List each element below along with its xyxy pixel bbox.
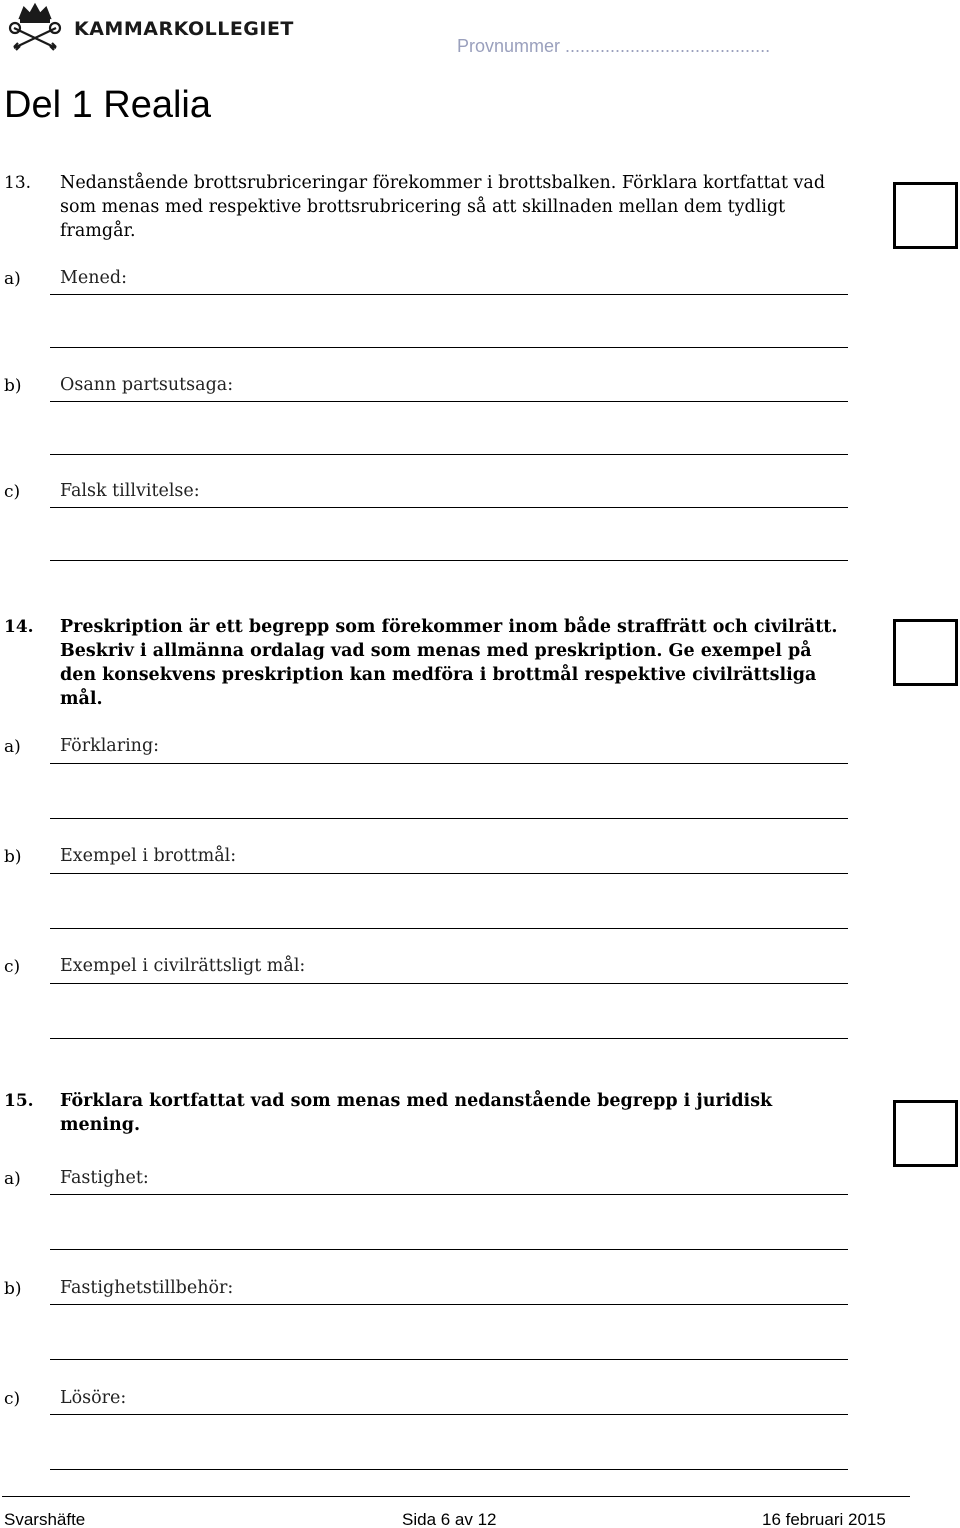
page-title: Del 1 Realia	[4, 84, 211, 126]
answer-line[interactable]	[50, 454, 848, 455]
question-13c-label: c)	[4, 482, 21, 502]
answer-line[interactable]	[50, 928, 848, 929]
footer-booklet-name: Svarshäfte	[4, 1510, 86, 1528]
question-13b-label: b)	[4, 376, 22, 396]
answer-line[interactable]	[50, 1194, 848, 1195]
question-14c-text: Exempel i civilrättsligt mål:	[60, 956, 306, 976]
question-15-number: 15.	[4, 1091, 34, 1111]
question-14a-text: Förklaring:	[60, 736, 160, 756]
question-15a-text: Fastighet:	[60, 1168, 149, 1188]
question-13a-text: Mened:	[60, 268, 128, 288]
footer-date: 16 februari 2015	[762, 1510, 886, 1528]
footer-divider	[2, 1496, 910, 1497]
brand-name: KAMMARKOLLEGIET	[74, 18, 294, 40]
question-15b-text: Fastighetstillbehör:	[60, 1278, 234, 1298]
provnummer-field[interactable]: Provnummer .........................................	[457, 36, 771, 56]
answer-line[interactable]	[50, 1038, 848, 1039]
question-13-number: 13.	[4, 173, 32, 193]
question-14c-label: c)	[4, 957, 21, 977]
score-box-15[interactable]	[893, 1100, 958, 1167]
answer-line[interactable]	[50, 347, 848, 348]
score-box-13[interactable]	[893, 182, 958, 249]
answer-line[interactable]	[50, 1414, 848, 1415]
question-14a-label: a)	[4, 737, 21, 757]
answer-line[interactable]	[50, 1359, 848, 1360]
answer-line[interactable]	[50, 983, 848, 984]
question-13-text: Nedanstående brottsrubriceringar förekommer i brottsbalken. Förklara kortfattat vad som menas med respektive brottsrubricering så att skillnaden mellan dem tydligt framgår.	[60, 173, 826, 241]
question-15a-label: a)	[4, 1169, 21, 1189]
question-14b-text: Exempel i brottmål:	[60, 846, 237, 866]
answer-line[interactable]	[50, 1469, 848, 1470]
question-13b-text: Osann partsutsaga:	[60, 375, 234, 395]
footer-page-number: Sida 6 av 12	[402, 1510, 497, 1528]
question-15b-label: b)	[4, 1279, 22, 1299]
answer-line[interactable]	[50, 818, 848, 819]
answer-line[interactable]	[50, 401, 848, 402]
crown-crossed-keys-icon	[6, 2, 64, 54]
score-box-14[interactable]	[893, 619, 958, 686]
answer-line[interactable]	[50, 507, 848, 508]
answer-line[interactable]	[50, 1304, 848, 1305]
answer-line[interactable]	[50, 873, 848, 874]
question-15-text: Förklara kortfattat vad som menas med nedanstående begrepp i juridisk mening.	[60, 1091, 773, 1135]
question-13c-text: Falsk tillvitelse:	[60, 481, 200, 501]
answer-line[interactable]	[50, 294, 848, 295]
question-14b-label: b)	[4, 847, 22, 867]
question-15c-text: Lösöre:	[60, 1388, 127, 1408]
question-13a-label: a)	[4, 269, 21, 289]
question-15c-label: c)	[4, 1389, 21, 1409]
answer-line[interactable]	[50, 560, 848, 561]
answer-line[interactable]	[50, 1249, 848, 1250]
question-14-number: 14.	[4, 617, 34, 637]
question-14-text: Preskription är ett begrepp som förekommer inom både straffrätt och civilrätt. Beskriv i allmänna ordalag vad som menas med preskription. Ge exempel på den konsekvens preskription kan medföra i brottmål respektive civilrättsliga mål.	[60, 617, 838, 709]
answer-line[interactable]	[50, 763, 848, 764]
